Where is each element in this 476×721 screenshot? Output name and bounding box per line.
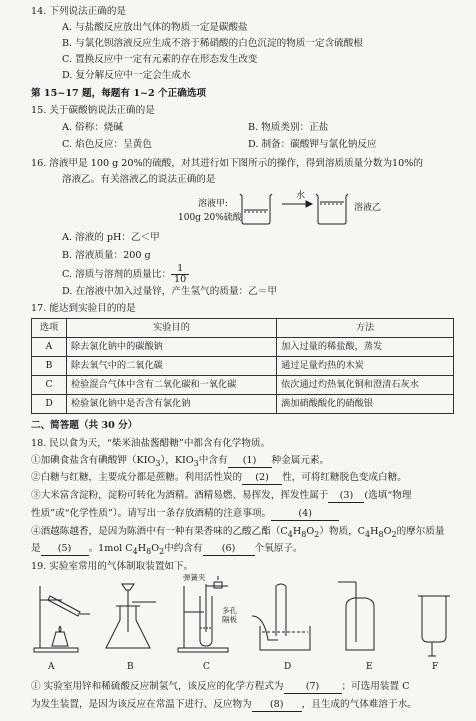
arrow-water-label: 水 <box>296 191 306 201</box>
q14-option-c: C. 置换反应中一定有元素的存在形态发生改变 <box>62 54 258 65</box>
q16-stem-line1: 16. 溶液甲是 100 g 20%的硫酸，对其进行如下图所示的操作，得到溶质质量分数为10%的 <box>31 158 423 169</box>
formula-sub-o: 2 <box>391 529 397 539</box>
solution-a-sublabel: 100g 20%硫酸 <box>178 213 242 223</box>
formula-sub-c: 4 <box>287 529 293 539</box>
row-purpose: 检验混合气体中含有二氧化碳和一氧化碳 <box>67 376 277 395</box>
q19-line2-text-a: 为发生装置，是因为该反应在常温下进行、反应物为 <box>31 699 252 710</box>
table-row <box>32 395 454 414</box>
q18-line3-text-b: (选填“物理 <box>364 490 412 501</box>
q16-stem-line2: 溶液乙。有关溶液乙的说法正确的是 <box>62 174 216 185</box>
q16-option-b: B. 溶液质量：200 g <box>62 250 151 261</box>
dilution-figure <box>230 188 360 228</box>
q15-stem: 15. 关于碳酸钠说法正确的是 <box>31 105 155 116</box>
apparatus-figure <box>28 576 458 662</box>
formula-sub-o: 2 <box>314 529 320 539</box>
q18-line4-text-a: 性质”或“化学性质”）。请写出一条存放酒精的注意事项。 <box>31 508 272 519</box>
formula-sub-c: 4 <box>132 546 138 556</box>
row-purpose: 除去氧气中的二氧化碳 <box>67 357 277 376</box>
q18-line5-text-b: ）物质，C <box>319 526 366 537</box>
formula-sub-o: 2 <box>159 546 165 556</box>
q19-line2 <box>31 699 417 712</box>
q18-line5: ④酒越陈越香，是因为陈酒中有一种有果香味的乙酸乙酯$(C_4H_8O_2)$物质，$C_4H_8O_2$的摩尔质量 <box>31 526 445 539</box>
table-row <box>32 357 454 376</box>
arrow-icon <box>282 201 312 207</box>
apparatus-c-icon <box>178 576 228 652</box>
apparatus-b-icon <box>106 584 156 648</box>
row-method: 依次通过灼热氧化铜和澄清石灰水 <box>277 376 454 395</box>
ratio-fraction <box>171 264 189 285</box>
header-purpose: 实验目的 <box>67 319 277 338</box>
solution-a-label: 溶液甲: <box>198 199 229 209</box>
q16-option-c <box>62 264 189 285</box>
table-row <box>32 338 454 357</box>
q14-stem: 14. 下列说法正确的是 <box>31 6 127 17</box>
q18-line1 <box>31 455 329 469</box>
spring-clip-label: 弹簧夹 <box>183 573 206 582</box>
q19-line1-text-b: ；可选用装置 C <box>341 681 410 692</box>
solution-b-label: 溶液乙 <box>354 203 382 213</box>
q19-line1 <box>31 681 409 694</box>
q18-line2 <box>31 472 407 485</box>
apparatus-e-icon <box>338 582 374 650</box>
q17-stem: 17. 能达到实验目的的是 <box>31 303 136 314</box>
header-option: 选项 <box>32 319 67 338</box>
q18-line6-text-a: 是 <box>31 543 41 554</box>
row-option: D <box>32 395 67 414</box>
q18-line6: 是 (5) 。1mol $C_4H_8O_2$中约含有 (6) 个氧原子。 <box>31 543 303 556</box>
row-purpose: 检验氯化钠中是否含有氯化钠 <box>67 395 277 414</box>
apparatus-d-icon <box>252 584 310 650</box>
fraction-numerator: 1 <box>171 264 189 275</box>
q18-line6-text-b: 。1mol C <box>88 543 133 554</box>
q18-line2-text-a: ②白糖与红糖，主要成分都是蔗糖。利用活性炭的 <box>31 472 243 483</box>
q14-option-d: D. 复分解反应中一定会生成水 <box>62 70 191 81</box>
sub-3: 3 <box>193 458 199 468</box>
answer-blank-8[interactable]: (8) <box>252 699 302 712</box>
q19-line2-text-b: ，且生成的气体难溶于水。 <box>301 699 417 710</box>
row-method: 加入过量的稀盐酸，蒸发 <box>277 338 454 357</box>
row-option: A <box>32 338 67 357</box>
porous-plate-label-1: 多孔 <box>222 606 237 615</box>
apparatus-a-icon <box>34 586 90 652</box>
q18-line4 <box>31 508 339 521</box>
formula-sub-h: 8 <box>301 529 307 539</box>
sub-3: 3 <box>155 458 161 468</box>
formula-sub-h: 8 <box>146 546 152 556</box>
q18-line3-text-a: ③大米富含淀粉，淀粉可转化为酒精。酒精易燃、易挥发，挥发性属于 <box>31 490 329 501</box>
apparatus-label-d: D <box>284 662 292 672</box>
answer-blank-1[interactable]: (1) <box>228 455 272 468</box>
q18-line2-text-b: 性，可将红糖脱色变成白糖。 <box>282 472 407 483</box>
apparatus-label-c: C <box>203 662 210 672</box>
answer-blank-4[interactable]: (4) <box>271 508 339 521</box>
q18-line1-text-c: 中含有 <box>198 455 228 466</box>
q16-option-c-text: C. 溶质与溶剂的质量比： <box>62 269 172 281</box>
header-method: 方法 <box>277 319 454 338</box>
beaker-b-icon <box>316 194 348 224</box>
q19-line1-text-a: ① 实验室用锌和稀硫酸反应制氢气，该反应的化学方程式为 <box>31 681 284 692</box>
q18-line5-text-a: ④酒越陈越香，是因为陈酒中有一种有果香味的乙酸乙酯（C <box>31 526 288 537</box>
q18-line3 <box>31 490 411 503</box>
row-purpose: 除去氯化钠中的碳酸钠 <box>67 338 277 357</box>
apparatus-label-b: B <box>127 662 134 672</box>
apparatus-label-a: A <box>48 662 55 672</box>
q15-option-a: A. 俗称：烧碱 <box>62 122 123 133</box>
row-option: C <box>32 376 67 395</box>
formula-sub-h: 8 <box>378 529 384 539</box>
beaker-a-icon <box>240 194 272 224</box>
part2-title: 二、简答题（共 30 分） <box>31 420 138 431</box>
porous-plate-label-2: 隔板 <box>222 615 237 624</box>
q15-option-b: B. 物质类别：正盐 <box>248 122 329 133</box>
q18-line1-text-b: ），KIO <box>160 455 194 466</box>
q16-option-d: D. 在溶液中加入过量锌，产生氢气的质量：乙＝甲 <box>62 286 277 297</box>
section-note: 第 15~17 题，每题有 1~2 个正确选项 <box>31 88 207 99</box>
table-row <box>32 376 454 395</box>
answer-blank-6[interactable]: (6) <box>203 543 255 556</box>
row-method: 滴加硝酸酸化的硝酸银 <box>277 395 454 414</box>
fraction-denominator: 10 <box>174 274 187 286</box>
experiment-table <box>31 318 454 414</box>
answer-blank-7[interactable]: (7) <box>284 681 342 694</box>
answer-blank-3[interactable]: (3) <box>328 490 364 503</box>
apparatus-label-e: E <box>366 662 373 672</box>
q18-line6-text-c: 中约含有 <box>164 543 203 554</box>
answer-blank-2[interactable]: (2) <box>242 472 282 485</box>
formula-sub-c: 4 <box>365 529 371 539</box>
q15-option-d: D. 制备：碳酸钾与氯化钠反应 <box>248 139 377 150</box>
q18-line1-text-d: 种金属元素。 <box>271 455 330 466</box>
q15-option-c: C. 焰色反应：呈黄色 <box>62 139 152 150</box>
row-option: B <box>32 357 67 376</box>
apparatus-label-f: F <box>432 662 439 672</box>
apparatus-f-icon <box>418 596 450 656</box>
row-method: 通过足量灼热的木炭 <box>277 357 454 376</box>
q18-line5-text-c: 的摩尔质量 <box>396 526 445 537</box>
answer-blank-5[interactable]: (5) <box>41 543 89 556</box>
q18-stem: 18. 民以食为天，“柴米油盐酱醋糖”中都含有化学物质。 <box>31 438 271 449</box>
q14-option-a: A. 与盐酸反应放出气体的物质一定是碳酸盐 <box>62 22 248 33</box>
q19-stem: 19. 实验室常用的气体制取装置如下。 <box>31 561 194 572</box>
q14-option-b: B. 与氯化钡溶液反应生成不溶于稀硝酸的白色沉淀的物质一定含硫酸根 <box>62 38 363 49</box>
q18-line1-text-a: ①加碘食盐含有碘酸钾（KIO <box>31 455 156 466</box>
q18-line6-text-d: 个氧原子。 <box>254 543 303 554</box>
q16-option-a: A. 溶液的 pH：乙＜甲 <box>62 232 160 243</box>
table-header-row <box>32 319 454 338</box>
